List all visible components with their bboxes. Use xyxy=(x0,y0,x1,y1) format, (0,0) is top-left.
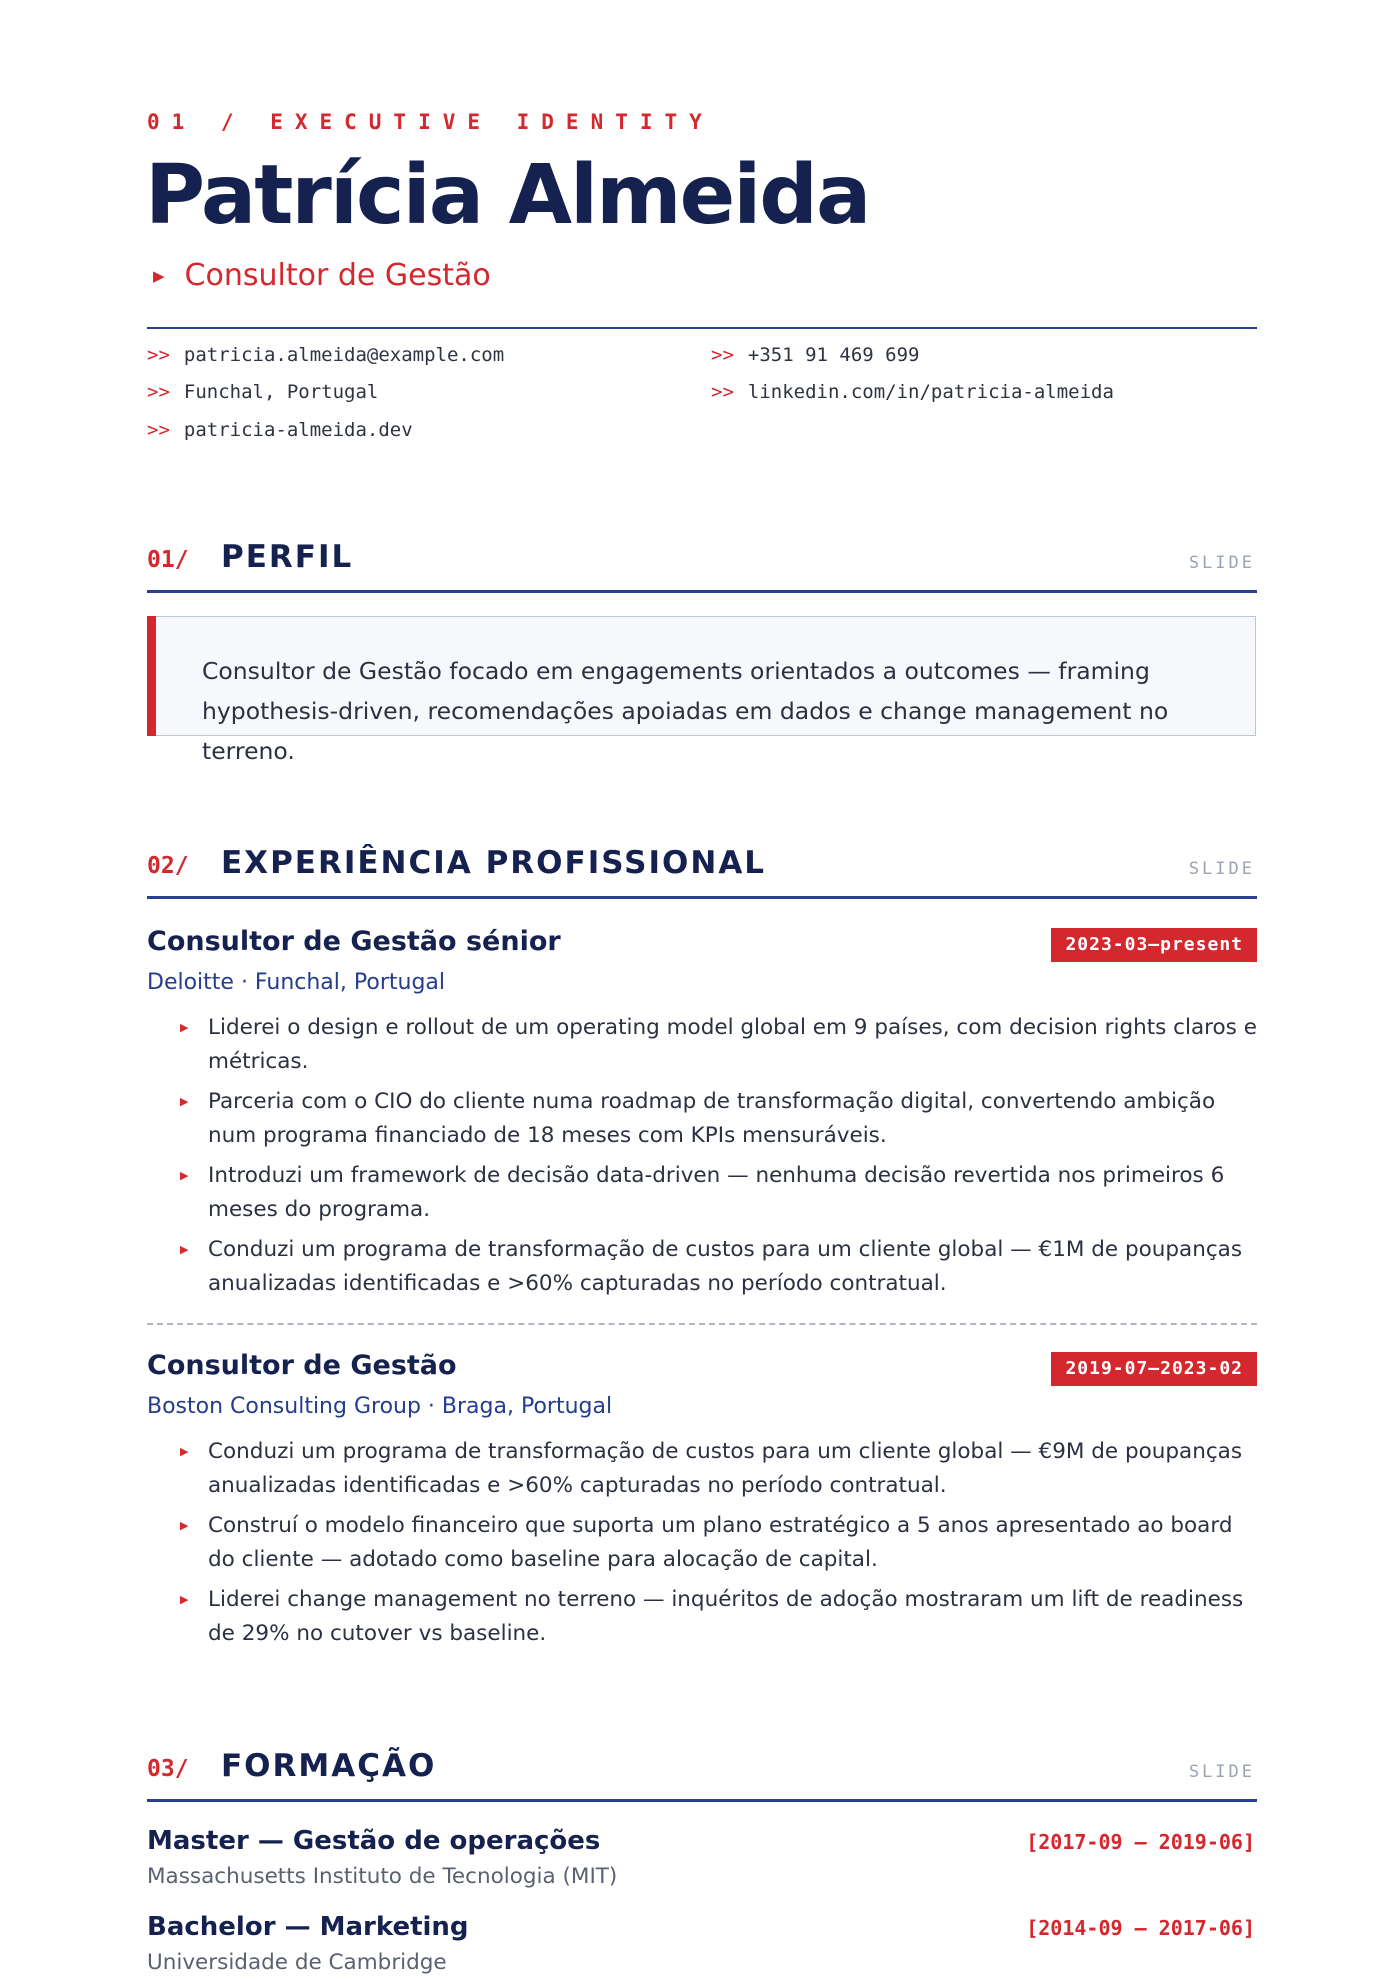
contact-linkedin-value: linkedin.com/in/patricia-almeida xyxy=(747,381,1114,403)
section-divider xyxy=(147,1799,1257,1802)
list-item xyxy=(147,1159,1257,1227)
job-date-badge: 2019-07—2023-02 xyxy=(1051,1352,1257,1386)
bullet-triangle-icon: ▶ xyxy=(180,1519,189,1532)
education-school: Massachusetts Instituto de Tecnologia (MIT) xyxy=(147,1864,618,1889)
section-number: 01/ xyxy=(147,547,189,573)
bullet-triangle-icon: ▶ xyxy=(180,1095,189,1108)
contact-phone[interactable] xyxy=(711,344,919,366)
list-item xyxy=(147,1233,1257,1301)
contact-prefix: >> xyxy=(711,381,734,403)
bullet-text: Liderei change management no terreno — inquéritos de adoção mostraram um lift de readiness de 29% no cutover vs baseline. xyxy=(208,1587,1244,1646)
callout-accent-bar xyxy=(147,616,156,736)
bullet-triangle-icon: ▶ xyxy=(180,1021,189,1034)
education-degree: Bachelor — Marketing xyxy=(147,1912,469,1942)
job-date-badge: 2023-03—present xyxy=(1051,928,1257,962)
education-school: Universidade de Cambridge xyxy=(147,1950,447,1975)
contact-prefix: >> xyxy=(711,344,734,366)
list-item xyxy=(147,1011,1257,1079)
section-tag: SLIDE xyxy=(1188,859,1255,879)
contact-location xyxy=(147,381,378,403)
education-dates: [2014-09 – 2017-06] xyxy=(1026,1916,1255,1940)
list-item xyxy=(147,1435,1257,1503)
job-company: Boston Consulting Group · Braga, Portugal xyxy=(147,1394,613,1419)
education-degree: Master — Gestão de operações xyxy=(147,1826,601,1856)
contact-linkedin[interactable] xyxy=(711,381,1114,403)
job-title: Consultor de Gestão sénior xyxy=(147,926,561,957)
list-item xyxy=(147,1509,1257,1577)
job-bullets xyxy=(147,1011,1257,1307)
bullet-text: Conduzi um programa de transformação de custos para um cliente global — €9M de poupanças anualizadas identificadas e >60% capturadas no período contratual. xyxy=(208,1439,1243,1498)
candidate-role xyxy=(147,258,491,293)
education-dates: [2017-09 – 2019-06] xyxy=(1026,1830,1255,1854)
bullet-triangle-icon: ▶ xyxy=(180,1445,189,1458)
section-header-experience xyxy=(147,839,1257,899)
section-tag: SLIDE xyxy=(1188,553,1255,573)
section-title: EXPERIÊNCIA PROFISSIONAL xyxy=(221,845,767,881)
section-number: 03/ xyxy=(147,1756,189,1782)
job-title: Consultor de Gestão xyxy=(147,1350,457,1381)
contact-phone-value: +351 91 469 699 xyxy=(747,344,920,366)
role-label: Consultor de Gestão xyxy=(184,258,491,293)
section-title: FORMAÇÃO xyxy=(221,1748,437,1784)
contact-email-value: patricia.almeida@example.com xyxy=(183,344,505,366)
header-divider xyxy=(147,327,1257,329)
profile-summary: Consultor de Gestão focado em engagements orientados a outcomes — framing hypothesis-driven, recomendações apoiadas em dados e change management no terreno. xyxy=(202,657,1169,765)
header-kicker: 01 / EXECUTIVE IDENTITY xyxy=(147,110,714,134)
section-number: 02/ xyxy=(147,853,189,879)
triangle-right-icon: ▶ xyxy=(153,266,165,285)
bullet-text: Introduzi um framework de decisão data-driven — nenhuma decisão revertida nos primeiros 6 meses do programa. xyxy=(208,1163,1225,1222)
contact-email[interactable] xyxy=(147,344,504,366)
contact-prefix: >> xyxy=(147,344,170,366)
section-divider xyxy=(147,896,1257,899)
bullet-text: Conduzi um programa de transformação de custos para um cliente global — €1M de poupanças anualizadas identificadas e >60% capturadas no período contratual. xyxy=(208,1237,1243,1296)
list-item xyxy=(147,1583,1257,1651)
contact-location-value: Funchal, Portugal xyxy=(183,381,379,403)
bullet-triangle-icon: ▶ xyxy=(180,1243,189,1256)
section-header-profile xyxy=(147,533,1257,593)
bullet-text: Parceria com o CIO do cliente numa roadmap de transformação digital, convertendo ambição num programa financiado de 18 meses com KPIs mensuráveis. xyxy=(208,1089,1216,1148)
contact-website[interactable] xyxy=(147,419,413,441)
bullet-triangle-icon: ▶ xyxy=(180,1169,189,1182)
contact-prefix: >> xyxy=(147,419,170,441)
profile-callout xyxy=(147,616,1256,765)
section-title: PERFIL xyxy=(221,539,354,575)
candidate-name: Patrícia Almeida xyxy=(145,148,870,243)
bullet-text: Construí o modelo financeiro que suporta um plano estratégico a 5 anos apresentado ao board do cliente — adotado como baseline para alocação de capital. xyxy=(208,1513,1233,1572)
contact-website-value: patricia-almeida.dev xyxy=(183,419,413,441)
section-divider xyxy=(147,590,1257,593)
section-header-education xyxy=(147,1742,1257,1802)
section-tag: SLIDE xyxy=(1188,1762,1255,1782)
job-bullets xyxy=(147,1435,1257,1657)
contact-prefix: >> xyxy=(147,381,170,403)
bullet-text: Liderei o design e rollout de um operating model global em 9 países, com decision rights claros e métricas. xyxy=(208,1015,1257,1074)
job-company: Deloitte · Funchal, Portugal xyxy=(147,970,445,995)
job-separator xyxy=(147,1323,1257,1325)
bullet-triangle-icon: ▶ xyxy=(180,1593,189,1606)
list-item xyxy=(147,1085,1257,1153)
